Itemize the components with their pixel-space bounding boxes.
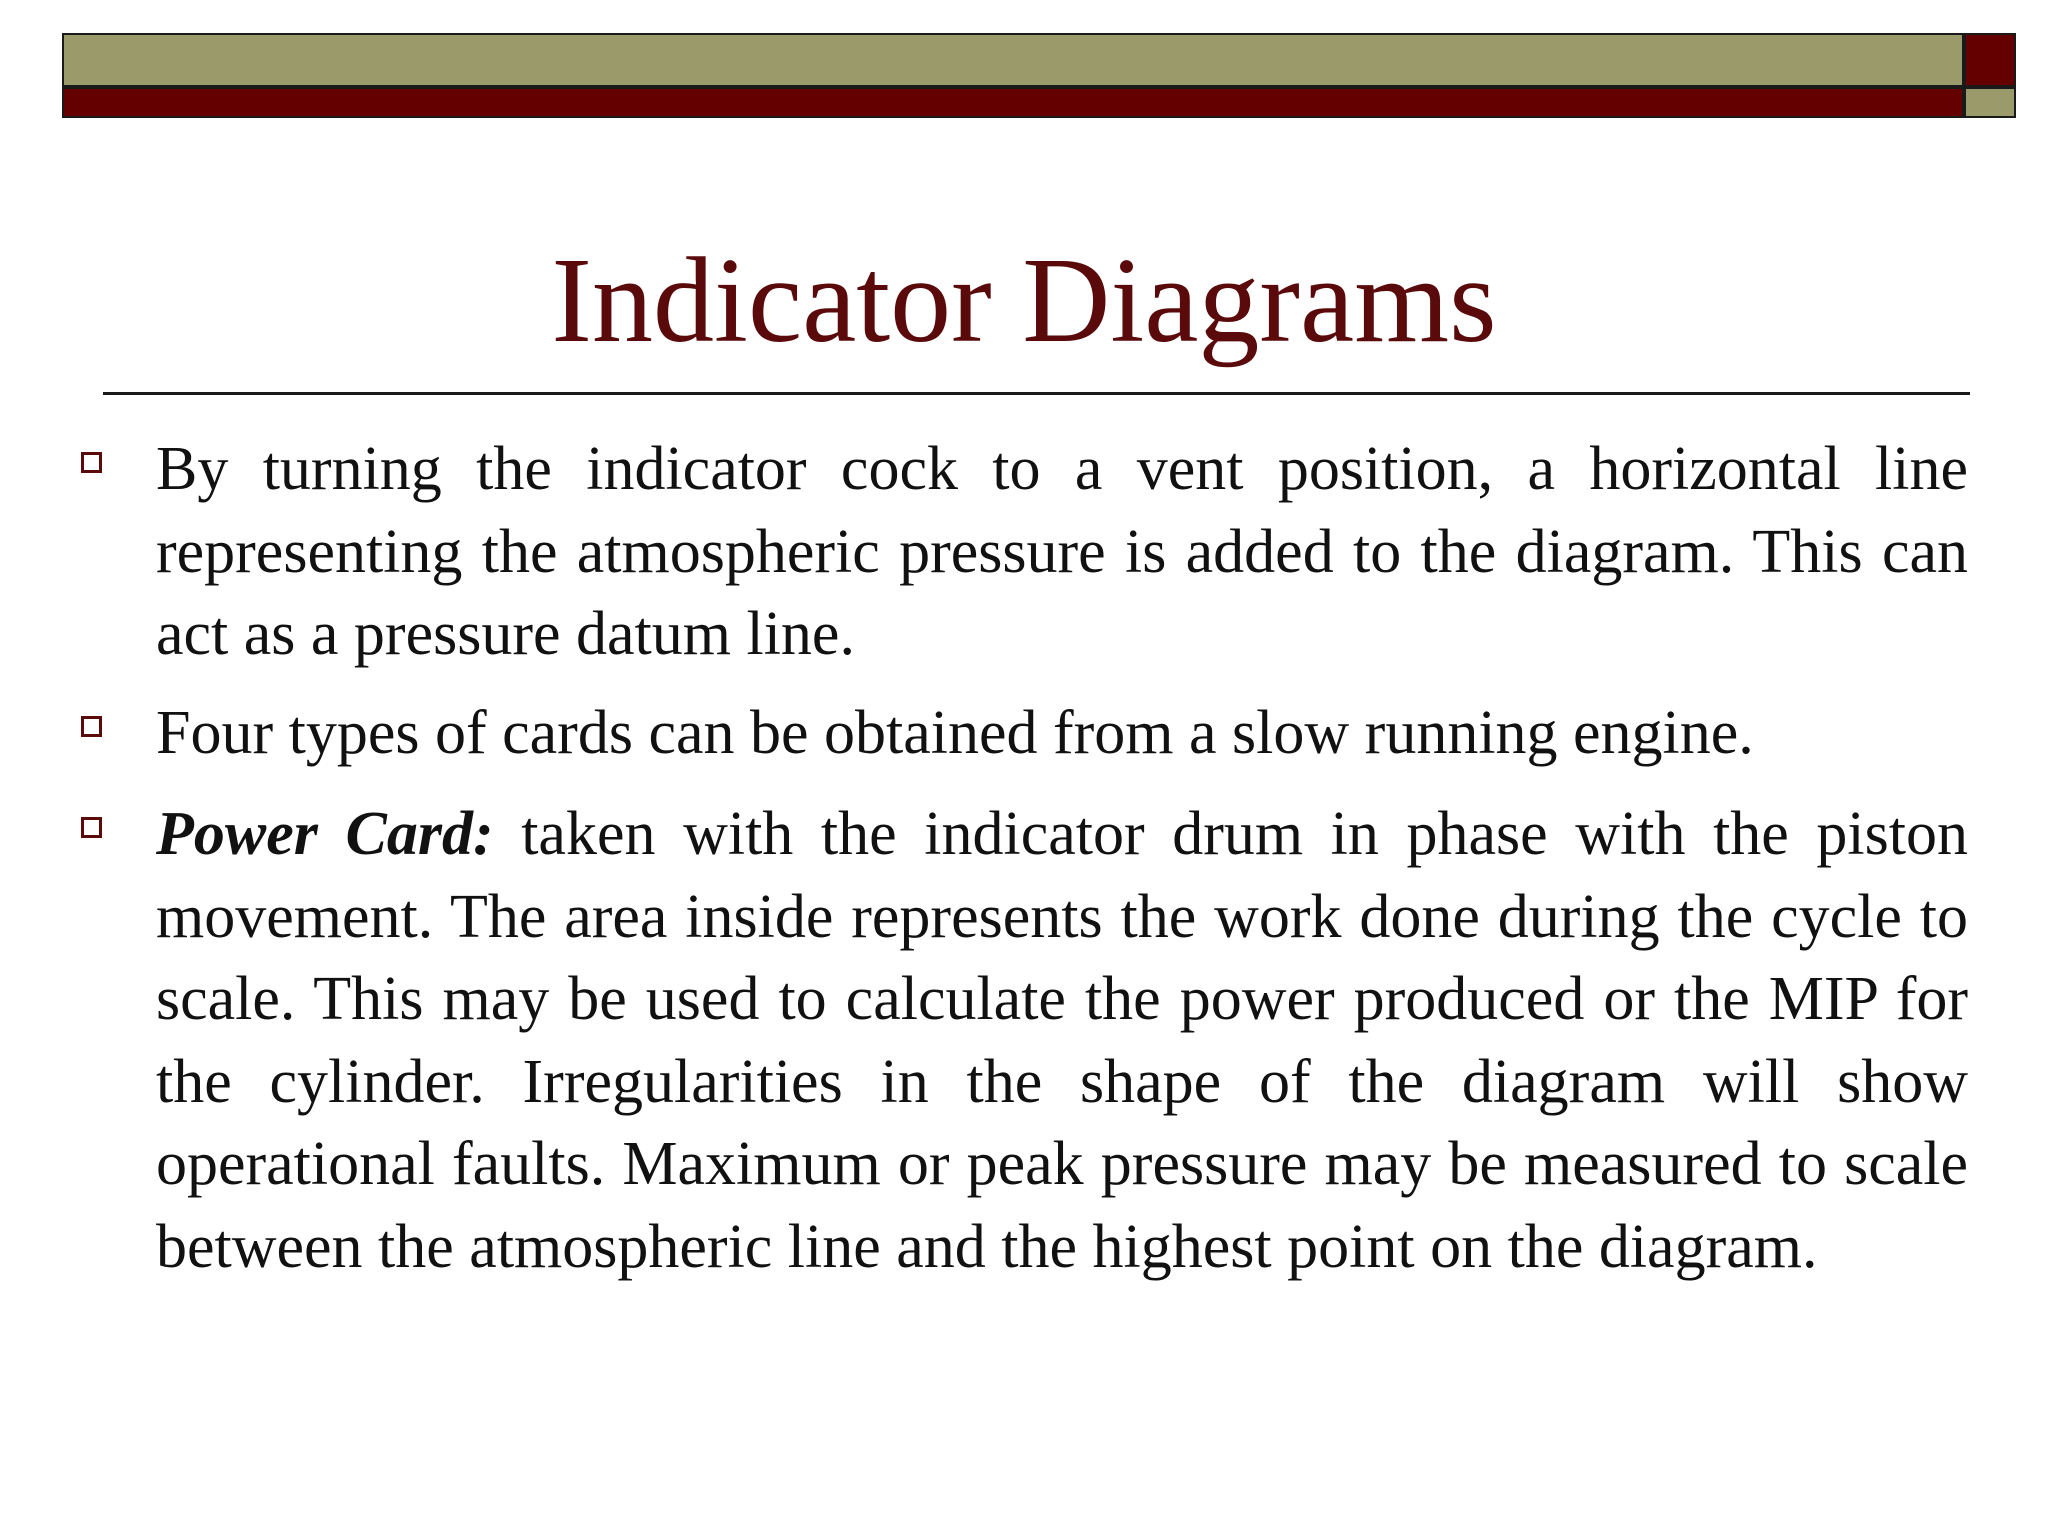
bullet-item [156, 692, 1968, 775]
hollow-square-bullet-icon [81, 817, 102, 838]
slide-title: Indicator Diagrams [551, 233, 1497, 368]
header-band-red [62, 87, 1964, 118]
header-corner-red [1964, 33, 2016, 87]
header-band-olive [62, 33, 1964, 87]
bullet-item [156, 793, 1968, 1288]
bullet-item [156, 428, 1968, 676]
bullet-lead-term: Power Card: [156, 800, 494, 868]
hollow-square-bullet-icon [81, 452, 102, 473]
bullet-text: Four types of cards can be obtained from a slow running engine. [156, 699, 1754, 767]
bullet-text: taken with the indicator drum in phase with the piston movement. The area inside represents the work done during the cycle to scale. This may be used to calculate the power produced or the MIP for the cylinder. Irregularities in the shape of the diagram will show operational faults. Maximum or peak pressure may be measured to scale between the atmospheric line and the highest point on the diagram. [156, 800, 1969, 1281]
bullet-text: By turning the indicator cock to a vent position, a horizontal line representing the atmospheric pressure is added to the diagram. This can act as a pressure datum line. [156, 435, 1968, 668]
title-divider [103, 392, 1970, 395]
hollow-square-bullet-icon [81, 716, 102, 737]
header-corner-olive [1964, 87, 2016, 118]
